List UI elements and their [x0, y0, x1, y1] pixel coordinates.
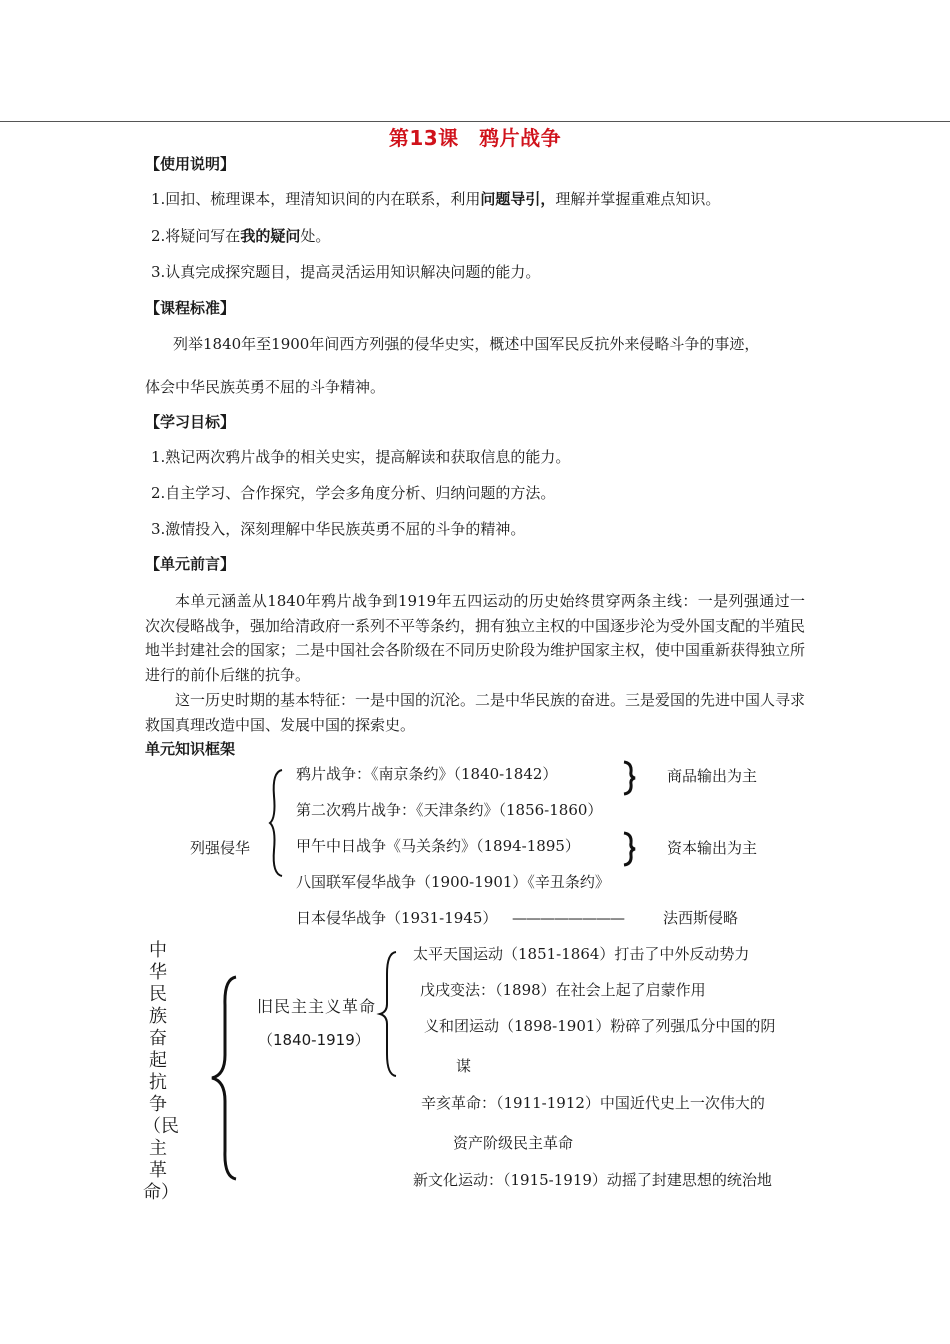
invasion-dash: ————————: [512, 909, 624, 927]
preface-heading: 【单元前言】: [145, 555, 236, 573]
invasion-item-1: 鸦片战争：《南京条约》（1840-1842）: [296, 765, 558, 783]
preface-paragraph-2: 这一历史时期的基本特征：一是中国的沉沦。二是中华民族的奋进。三是爱国的先进中国人寻求救国真理改造中国、发展中国的探索史。: [145, 691, 806, 734]
top-rule: [0, 121, 950, 122]
struggle-item-3: 义和团运动（1898-1901）粉碎了列强瓜分中国的阴: [424, 1017, 776, 1035]
usage-item-1: [151, 188, 720, 210]
struggle-item-3-cont: 谋: [456, 1057, 472, 1075]
usage-item-1-bold: 问题导引，: [480, 190, 556, 208]
goal-item-3: 3.激情投入，深刻理解中华民族英勇不屈的斗争的精神。: [151, 520, 526, 538]
standard-line-2: 体会中华民族英勇不屈的斗争精神。: [145, 378, 386, 396]
struggle-item-5: 新文化运动：（1915-1919）动摇了封建思想的统治地: [413, 1171, 772, 1189]
commodity-brace: [622, 760, 636, 796]
struggle-item-4-cont: 资产阶级民主革命: [453, 1134, 574, 1152]
preface-paragraph-1: 本单元涵盖从1840年鸦片战争到1919年五四运动的历史始终贯穿两条主线：一是列强通过一次次侵略战争，强加给清政府一系列不平等条约，拥有独立主权的中国逐步沦为受外国支配的半殖民地半封建社会的国家；二是中国社会各阶级在不同历史阶段为维护国家主权，使中国重新获得独立所进行的前仆后继的抗争。: [145, 592, 806, 684]
old-revolution-label: 旧民主主义革命: [257, 997, 377, 1016]
struggle-item-4: 辛亥革命：（1911-1912）中国近代史上一次伟大的: [421, 1094, 765, 1112]
usage-item-2-post: 处。: [300, 227, 331, 245]
invasion-brace: [268, 768, 284, 878]
usage-item-1-pre: 1.回扣、梳理课本，理清知识间的内在联系，利用: [151, 190, 481, 208]
invasion-label: 列强侵华: [190, 839, 251, 857]
goals-heading: 【学习目标】: [145, 413, 236, 431]
old-revolution-brace: [378, 950, 398, 1078]
usage-item-2-pre: 2.将疑问写在: [151, 227, 241, 245]
struggle-vertical-label: 中华民族奋起抗争（民主革命）: [143, 940, 179, 1203]
commodity-note: 商品输出为主: [667, 767, 758, 785]
standard-line-1: 列举1840年至1900年间西方列强的侵华史实，概述中国军民反抗外来侵略斗争的事迹，: [173, 335, 760, 353]
usage-item-3: 3.认真完成探究题目，提高灵活运用知识解决问题的能力。: [151, 263, 541, 281]
usage-item-1-post: 理解并掌握重难点知识。: [555, 190, 721, 208]
struggle-item-1: 太平天国运动（1851-1864）打击了中外反动势力: [413, 945, 750, 963]
invasion-item-5: 日本侵华战争（1931-1945）: [296, 909, 498, 927]
goal-item-1: 1.熟记两次鸦片战争的相关史实，提高解读和获取信息的能力。: [151, 448, 571, 466]
usage-item-2: [151, 225, 330, 247]
invasion-item-2: 第二次鸦片战争：《天津条约》（1856-1860）: [296, 801, 603, 819]
standard-heading: 【课程标准】: [145, 299, 236, 317]
invasion-item-3: 甲午中日战争《马关条约》（1894-1895）: [296, 837, 580, 855]
capital-brace: [622, 831, 636, 867]
struggle-item-2: 戊戌变法：（1898）在社会上起了启蒙作用: [420, 981, 706, 999]
capital-note: 资本输出为主: [667, 839, 758, 857]
struggle-brace: [210, 975, 238, 1181]
page-title: 第13课 鸦片战争: [388, 126, 562, 150]
framework-heading: 单元知识框架: [145, 740, 236, 758]
usage-item-2-bold: 我的疑问: [240, 227, 301, 245]
goal-item-2: 2.自主学习、合作探究，学会多角度分析、归纳问题的方法。: [151, 484, 556, 502]
fascist-note: 法西斯侵略: [663, 909, 739, 927]
invasion-item-4: 八国联军侵华战争（1900-1901）《辛丑条约》: [296, 873, 610, 891]
usage-heading: 【使用说明】: [145, 155, 236, 173]
old-revolution-years: （1840-1919）: [258, 1031, 370, 1049]
